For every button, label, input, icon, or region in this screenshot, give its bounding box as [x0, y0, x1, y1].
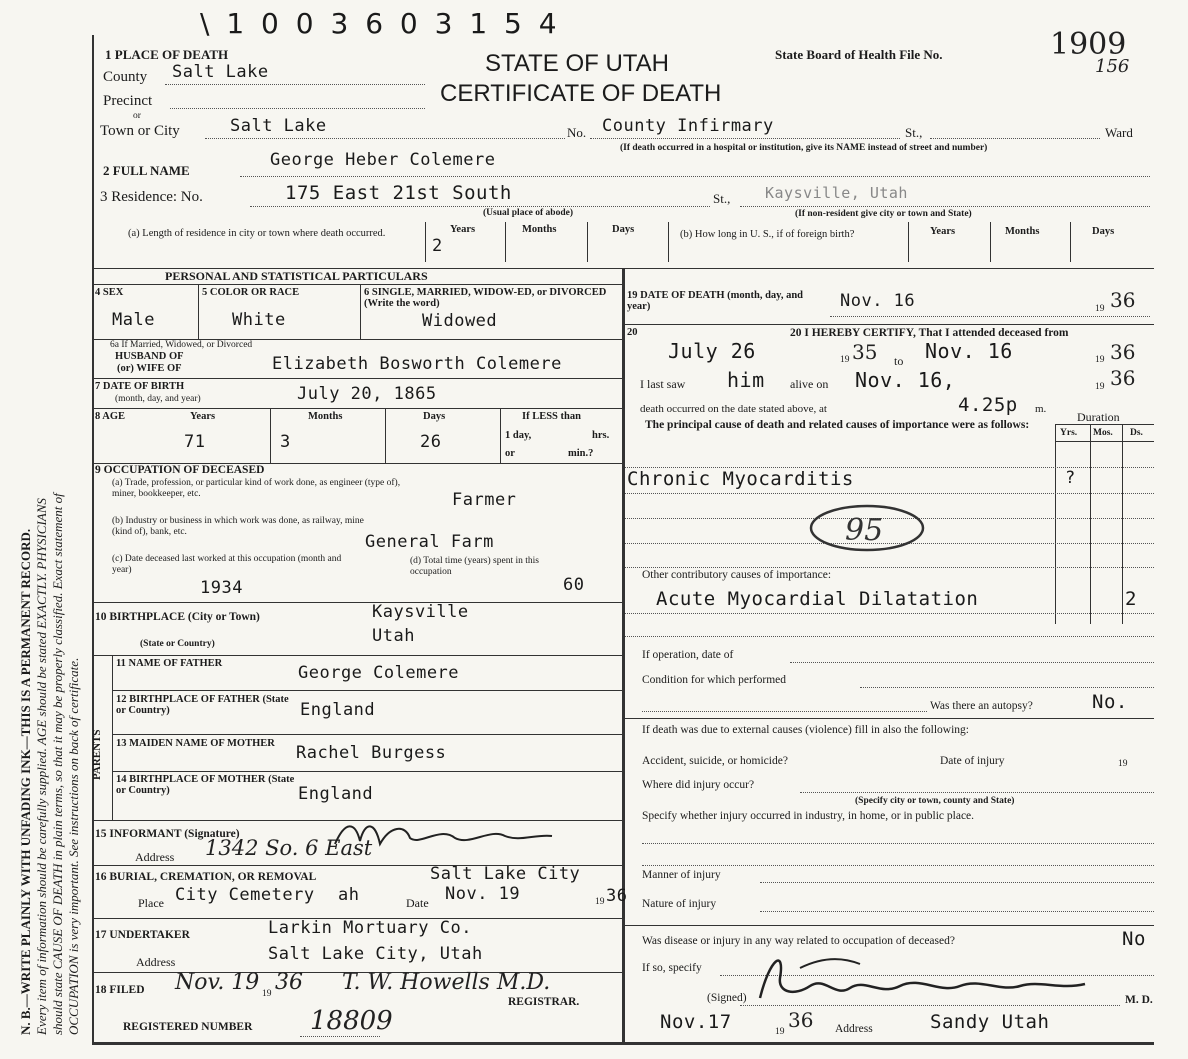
sex-label: 4 SEX [95, 287, 124, 298]
father-name-value: George Colemere [298, 663, 460, 683]
father-birthplace-value: England [300, 700, 376, 720]
length-months-label: Months [522, 224, 557, 235]
residence-city-line [740, 206, 1150, 207]
to-label: to [894, 354, 904, 368]
age-days-value: 26 [420, 432, 442, 452]
occupation-b-value: General Farm [365, 532, 494, 552]
where-injury-line [800, 792, 1154, 793]
occupation-c-label: (c) Date deceased last worked at this occupation (month and year) [112, 554, 342, 575]
sidebar-line-1: N. B.—WRITE PLAINLY WITH UNFADING INK—THIS IS A PERMANENT RECORD. [18, 528, 33, 1035]
full-name-line [240, 176, 1150, 177]
age-div1 [270, 408, 271, 463]
duration-col-2 [1122, 424, 1123, 624]
town-value: Salt Lake [230, 116, 327, 136]
length-box-right [668, 222, 669, 262]
occupation-label: 9 OCCUPATION OF DECEASED [95, 464, 265, 476]
residence-st-label: St., [713, 191, 731, 206]
autopsy-label: Was there an autopsy? [930, 700, 1033, 712]
age-years-value: 71 [184, 432, 206, 452]
undertaker-name-value: Larkin Mortuary Co. [268, 918, 472, 938]
dob-sub-label: (month, day, and year) [115, 394, 201, 404]
registrar-signature: T. W. Howells M.D. [342, 970, 551, 995]
street-line [930, 138, 1100, 139]
row-divider-occupation [622, 925, 1154, 926]
us-box-div2 [1070, 222, 1071, 262]
filed-year-value: 36 [275, 970, 303, 995]
injury-year-prefix: 19 [1118, 759, 1128, 769]
condition-line [860, 687, 1154, 688]
physician-address-value: Sandy Utah [930, 1011, 1050, 1033]
burial-place-tail: ah [338, 885, 360, 905]
institution-value: County Infirmary [602, 116, 774, 136]
full-name-value: George Heber Colemere [270, 150, 496, 170]
row-divider-14 [112, 771, 622, 772]
residence-city-value: Kaysville, Utah [765, 184, 908, 202]
date-of-death-value: Nov. 16 [840, 291, 916, 311]
external-causes-label: If death was due to external causes (violence) fill in also the following: [642, 724, 970, 736]
age-days-label: Days [423, 411, 446, 422]
age-div3 [500, 408, 501, 463]
burial-date-label: Date [406, 896, 429, 910]
registered-number-label: REGISTERED NUMBER [123, 1021, 253, 1033]
classification-stamp [805, 500, 935, 560]
signed-line [740, 1005, 1120, 1006]
color-value: White [232, 310, 286, 330]
precinct-line [170, 108, 425, 109]
row-divider-external [622, 718, 1154, 719]
column-divider [622, 268, 625, 1043]
burial-place-label: Place [138, 896, 164, 910]
residence-label: 3 Residence: No. [100, 189, 203, 205]
county-line [165, 84, 425, 85]
sex-value: Male [112, 310, 155, 330]
where-injury-note: (Specify city or town, county and State) [855, 796, 1015, 806]
duration-label: Duration [1077, 410, 1120, 424]
age-years-label: Years [190, 411, 216, 422]
nonresident-note: (If non-resident give city or town and State) [795, 209, 972, 219]
alive-date-value: Nov. 16, [855, 368, 956, 392]
registered-number-line [300, 1036, 380, 1037]
less-day-label: 1 day, [505, 430, 532, 441]
operation-label: If operation, date of [642, 649, 734, 661]
cause-line-5 [625, 567, 1154, 568]
filed-label: 18 FILED [95, 984, 145, 996]
residence-value: 175 East 21st South [285, 182, 512, 204]
sidebar-line-4: OCCUPATION is very important. See instructions on back of certificate. [66, 657, 81, 1035]
certify-num: 20 [627, 327, 638, 338]
parents-side-label: PARENTS [91, 729, 103, 780]
title-certificate: CERTIFICATE OF DEATH [440, 80, 722, 107]
death-time-value: 4.25p [958, 394, 1018, 416]
undertaker-address-value: Salt Lake City, Utah [268, 944, 483, 964]
length-residence-label: (a) Length of residence in city or town where death occurred. [128, 228, 386, 239]
to-year-value: 36 [1110, 340, 1136, 364]
from-year-prefix: 19 [840, 355, 850, 365]
autopsy-line [642, 711, 927, 712]
informant-address-value: 1342 So. 6 East [205, 836, 373, 860]
birthplace-state-value: Utah [372, 626, 415, 646]
row-divider-20 [622, 324, 1154, 325]
occupation-b-label: (b) Industry or business in which work was done, as railway, mine (kind of), bank, etc. [112, 516, 364, 537]
other-cause-line-2 [625, 636, 1154, 637]
form-left-border [92, 35, 94, 1045]
autopsy-value: No. [1092, 691, 1128, 713]
less-than-label: If LESS than [522, 411, 581, 422]
injury-date-label: Date of injury [940, 755, 1005, 767]
length-days-label: Days [612, 224, 635, 235]
undertaker-address-label: Address [136, 955, 176, 969]
color-divider [360, 284, 361, 339]
marital-label: 6 SINGLE, MARRIED, WIDOW-ED, or DIVORCED (Write the word) [364, 287, 607, 309]
alive-on-label: alive on [790, 377, 829, 391]
usual-abode-note: (Usual place of abode) [483, 208, 573, 218]
informant-label: 15 INFORMANT (Signature) [95, 828, 240, 840]
occupation-related-value: No [1122, 928, 1146, 950]
us-days-label: Days [1092, 226, 1115, 237]
hospital-note: (If death occurred in a hospital or institution, give its NAME instead of street and number) [620, 143, 988, 153]
town-label: Town or City [100, 123, 180, 139]
us-box-div1 [990, 222, 991, 262]
death-time-suffix: m. [1035, 403, 1047, 415]
dod-year-prefix: 19 [1095, 304, 1105, 314]
spouse-value: Elizabeth Bosworth Colemere [272, 354, 562, 374]
undertaker-label: 17 UNDERTAKER [95, 929, 190, 941]
duration-yrs-label: Yrs. [1060, 428, 1078, 438]
informant-address-label: Address [135, 850, 175, 864]
age-label: 8 AGE [95, 411, 126, 422]
personal-heading: PERSONAL AND STATISTICAL PARTICULARS [165, 269, 428, 283]
row-divider-11 [92, 655, 622, 656]
file-sub-number: 156 [1095, 56, 1130, 77]
county-label: County [103, 69, 148, 85]
certify-label: 20 I HEREBY CERTIFY, That I attended deceased from [790, 327, 1069, 339]
burial-year-prefix: 19 [595, 897, 605, 907]
us-box-left [908, 222, 909, 262]
burial-place-value: City Cemetery [175, 885, 315, 905]
cause-duration-value: ? [1065, 468, 1076, 488]
birthplace-label: 10 BIRTHPLACE (City or Town) [95, 611, 260, 623]
other-causes-label: Other contributory causes of importance: [642, 569, 832, 581]
other-cause-line-1 [625, 613, 1154, 614]
duration-top-line [1055, 424, 1154, 425]
length-box-left [425, 222, 426, 262]
sex-divider [198, 284, 199, 339]
parents-divider [112, 655, 113, 820]
occupation-related-label: Was disease or injury in any way related to occupation of deceased? [642, 935, 955, 947]
signed-year-prefix: 19 [775, 1027, 785, 1037]
serial-number: \ 1 0 0 3 6 0 3 1 5 4 [200, 7, 561, 40]
place-of-death-label: 1 PLACE OF DEATH [105, 47, 229, 62]
residence-line [250, 206, 710, 207]
length-box-div2 [587, 222, 588, 262]
cause-line-2 [625, 493, 1154, 494]
filed-date-value: Nov. 19 [175, 970, 260, 995]
us-years-label: Years [930, 226, 956, 237]
signed-year-value: 36 [788, 1008, 814, 1032]
burial-label: 16 BURIAL, CREMATION, OR REMOVAL [95, 871, 317, 883]
duration-header-line [1055, 441, 1154, 442]
occupation-d-label: (d) Total time (years) spent in this occupation [410, 556, 539, 577]
accident-label: Accident, suicide, or homicide? [642, 755, 788, 767]
other-cause-value: Acute Myocardial Dilatation [656, 588, 979, 610]
operation-line [790, 662, 1154, 663]
registered-number-value: 18809 [310, 1006, 393, 1036]
marital-value: Widowed [422, 311, 498, 331]
signed-label: (Signed) [707, 992, 747, 1004]
town-line [205, 138, 565, 139]
sidebar-line-2: Every item of information should be carefully supplied. AGE should be stated EXACTLY. PHYSICIANS [34, 498, 49, 1035]
duration-ds-label: Ds. [1130, 428, 1143, 438]
spouse-label-c: (or) WIFE OF [117, 363, 182, 374]
physician-signature [740, 948, 1100, 1008]
personal-heading-line [92, 284, 622, 285]
specify-injury-label: Specify whether injury occurred in industry, in home, or in public place. [642, 810, 975, 822]
length-years-label: Years [450, 224, 476, 235]
color-label: 5 COLOR OR RACE [202, 287, 300, 298]
ward-label: Ward [1105, 125, 1133, 140]
row-divider-8 [92, 408, 622, 409]
birthplace-state-label: (State or Country) [140, 639, 215, 649]
sidebar-line-3: should state CAUSE OF DEATH in plain terms, so that it may be properly classified. Exact statement of [50, 493, 65, 1035]
if-so-label: If so, specify [642, 962, 702, 974]
father-birthplace-label: 12 BIRTHPLACE OF FATHER (State or Country) [116, 694, 289, 716]
specify-line-1 [642, 843, 1154, 844]
spouse-label-b: HUSBAND OF [115, 351, 184, 362]
or-label: or [133, 111, 141, 121]
manner-injury-label: Manner of injury [642, 869, 721, 881]
from-year-value: 35 [852, 340, 878, 364]
title-state: STATE OF UTAH [485, 50, 669, 77]
mother-birthplace-label: 14 BIRTHPLACE OF MOTHER (State or Country) [116, 774, 295, 796]
street-label: St., [905, 125, 923, 140]
duration-col-1 [1090, 424, 1091, 624]
county-value: Salt Lake [172, 62, 269, 82]
dod-year-value: 36 [1110, 288, 1136, 312]
principal-cause-label: The principal cause of death and related causes of importance were as follows: [645, 419, 1030, 431]
occupation-c-value: 1934 [200, 578, 243, 598]
signed-date-value: Nov.17 [660, 1011, 732, 1033]
stamp-code: 95 [845, 513, 884, 548]
length-box-div1 [505, 222, 506, 262]
cause-value: Chronic Myocarditis [627, 468, 854, 490]
mother-name-label: 13 MAIDEN NAME OF MOTHER [116, 738, 275, 749]
no-line [590, 138, 900, 139]
burial-year-value: 36 [606, 886, 628, 906]
occupation-a-value: Farmer [452, 490, 517, 510]
age-div2 [385, 408, 386, 463]
dob-value: July 20, 1865 [297, 384, 437, 404]
date-of-death-label: 19 DATE OF DEATH (month, day, and year) [627, 290, 804, 312]
form-bottom-border [92, 1042, 1154, 1045]
row-divider-12 [112, 690, 622, 691]
row-divider-7 [92, 378, 622, 379]
last-saw-label: I last saw [640, 377, 686, 391]
sidebar-instructions [18, 493, 82, 1035]
us-months-label: Months [1005, 226, 1040, 237]
father-name-label: 11 NAME OF FATHER [116, 658, 223, 669]
full-name-label: 2 FULL NAME [103, 163, 190, 178]
less-or-label: or [505, 448, 515, 459]
us-residence-label: (b) How long in U. S., if of foreign birth? [680, 229, 855, 240]
mother-name-value: Rachel Burgess [296, 743, 447, 763]
specify-line-2 [642, 865, 1154, 866]
alive-year-value: 36 [1110, 366, 1136, 390]
filed-year-prefix: 19 [262, 989, 272, 999]
occupation-a-label: (a) Trade, profession, or particular kind of work done, as engineer (type of), miner, bookkeeper, etc. [112, 478, 401, 499]
less-min-label: min.? [568, 448, 594, 459]
nature-injury-label: Nature of injury [642, 898, 717, 910]
physician-address-label: Address [835, 1023, 873, 1035]
age-months-label: Months [308, 411, 343, 422]
other-cause-duration: 2 [1125, 588, 1137, 610]
dob-label: 7 DATE OF BIRTH [95, 381, 185, 392]
death-time-label: death occurred on the date stated above, at [640, 403, 827, 415]
duration-col-left [1055, 424, 1056, 624]
less-hrs-label: hrs. [592, 430, 610, 441]
last-saw-value: him [727, 368, 765, 392]
dod-line [830, 316, 1150, 317]
attended-from-value: July 26 [668, 339, 756, 363]
nature-line [760, 911, 1154, 912]
row-divider-10 [92, 602, 622, 603]
birthplace-city-value: Kaysville [372, 602, 469, 622]
spouse-label-a: 6a If Married, Widowed, or Divorced [110, 340, 253, 350]
to-year-prefix: 19 [1095, 355, 1105, 365]
where-injury-label: Where did injury occur? [642, 779, 755, 791]
mother-birthplace-value: England [298, 784, 374, 804]
board-label: State Board of Health File No. [775, 47, 943, 62]
length-years-value: 2 [432, 236, 443, 256]
condition-label: Condition for which performed [642, 674, 787, 686]
precinct-label: Precinct [103, 93, 153, 109]
duration-mos-label: Mos. [1093, 428, 1113, 438]
no-label: No. [567, 125, 587, 140]
age-months-value: 3 [280, 432, 291, 452]
registrar-label: REGISTRAR. [508, 996, 580, 1008]
alive-year-prefix: 19 [1095, 382, 1105, 392]
row-divider-13 [112, 734, 622, 735]
attended-to-value: Nov. 16 [925, 339, 1013, 363]
occupation-d-value: 60 [563, 575, 585, 595]
burial-date-value: Nov. 19 [445, 884, 521, 904]
manner-line [760, 882, 1154, 883]
burial-city-value: Salt Lake City [430, 864, 581, 884]
md-label: M. D. [1125, 994, 1153, 1006]
file-number: 1909 [1050, 27, 1127, 62]
